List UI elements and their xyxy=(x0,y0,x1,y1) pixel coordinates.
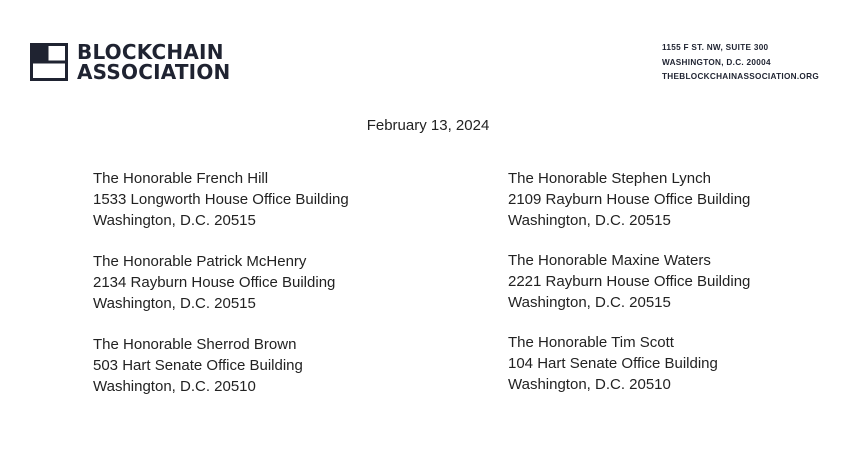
recipient-office: 1533 Longworth House Office Building xyxy=(93,191,349,208)
recipient-name: The Honorable Tim Scott xyxy=(508,334,674,351)
recipient-office: 2221 Rayburn House Office Building xyxy=(508,273,751,290)
logo-line-2: ASSOCIATION xyxy=(77,60,231,84)
recipient-office: 104 Hart Senate Office Building xyxy=(508,355,718,372)
recipient-address xyxy=(508,168,750,231)
logo-wordmark xyxy=(77,42,230,82)
blockchain-association-logo xyxy=(30,42,230,82)
recipient-address xyxy=(93,251,349,314)
website-link[interactable]: THEBLOCKCHAINASSOCIATION.ORG xyxy=(662,72,819,81)
recipient-name: The Honorable Maxine Waters xyxy=(508,252,711,269)
address-street: 1155 F ST. NW, SUITE 300 xyxy=(662,43,769,52)
recipient-city: Washington, D.C. 20510 xyxy=(508,376,671,393)
recipient-address xyxy=(93,168,349,231)
recipients-left-column xyxy=(93,168,349,417)
logo-mark-icon xyxy=(30,43,68,81)
recipient-city: Washington, D.C. 20515 xyxy=(508,212,671,229)
recipient-city: Washington, D.C. 20515 xyxy=(93,295,256,312)
recipient-address xyxy=(508,332,750,395)
logo-line-1: BLOCKCHAIN xyxy=(77,40,224,64)
recipient-name: The Honorable Patrick McHenry xyxy=(93,253,307,270)
letter-date: February 13, 2024 xyxy=(366,117,490,134)
recipient-address xyxy=(93,334,349,397)
recipient-office: 503 Hart Senate Office Building xyxy=(93,357,303,374)
recipient-name: The Honorable Stephen Lynch xyxy=(508,170,711,187)
return-address xyxy=(662,41,819,85)
recipient-name: The Honorable French Hill xyxy=(93,170,269,187)
recipient-office: 2134 Rayburn House Office Building xyxy=(93,274,336,291)
recipients-right-column xyxy=(508,168,750,414)
recipient-address xyxy=(508,250,750,313)
recipient-name: The Honorable Sherrod Brown xyxy=(93,336,297,353)
recipient-city: Washington, D.C. 20515 xyxy=(93,212,256,229)
recipient-city: Washington, D.C. 20510 xyxy=(93,378,256,395)
address-city: WASHINGTON, D.C. 20004 xyxy=(662,57,771,67)
recipient-office: 2109 Rayburn House Office Building xyxy=(508,191,751,208)
recipient-city: Washington, D.C. 20515 xyxy=(508,294,671,311)
